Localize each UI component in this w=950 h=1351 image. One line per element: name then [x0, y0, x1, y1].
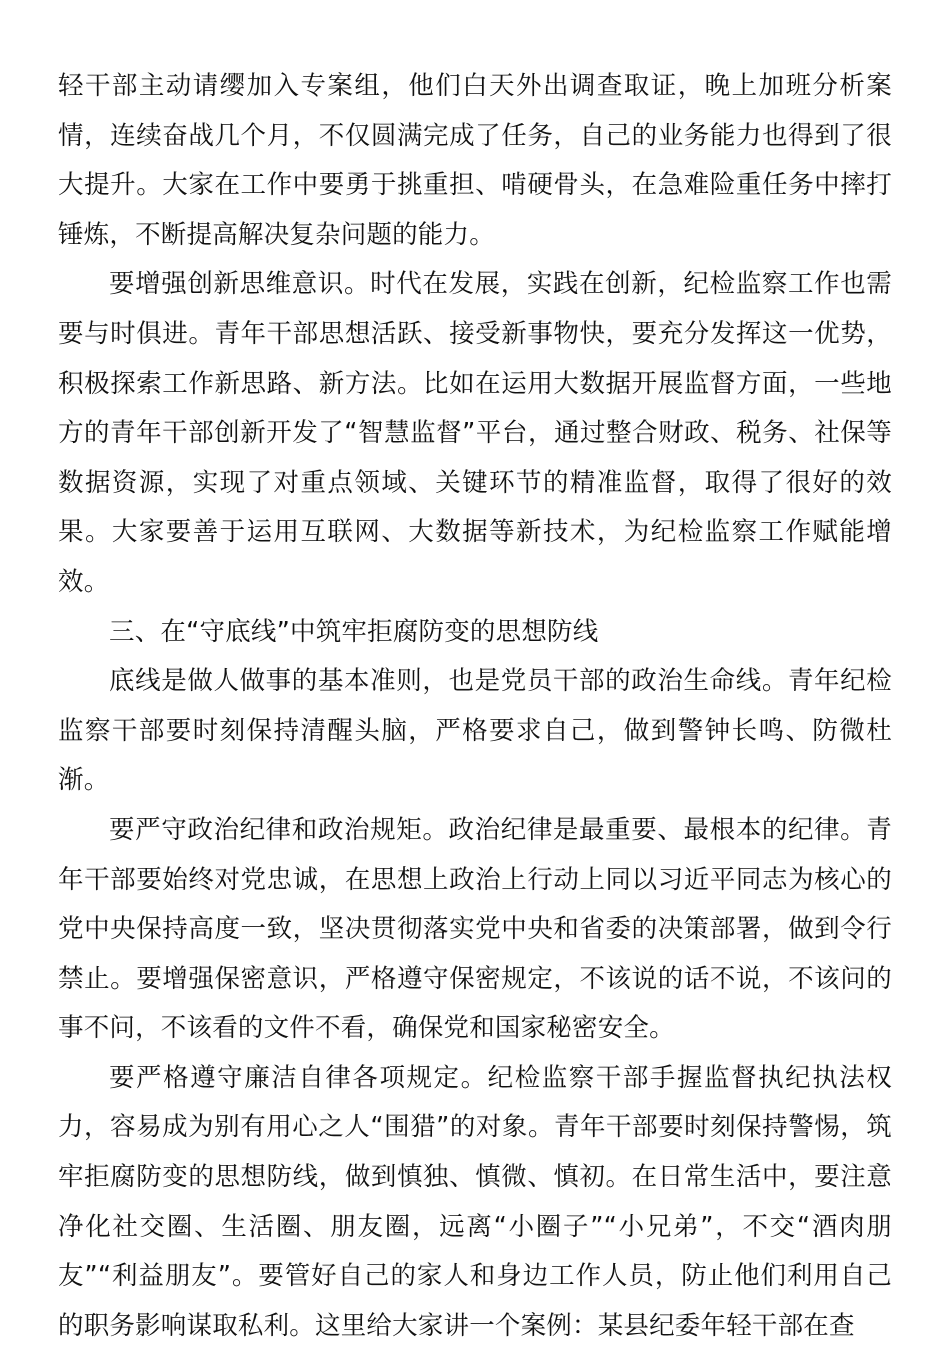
paragraph-innovation: 要增强创新思维意识。时代在发展，实践在创新，纪检监察工作也需要与时俱进。青年干部思想活跃、接受新事物快，要充分发挥这一优势，积极探索工作新思路、新方法。比如在运用大数据开展监督方面，一些地方的青年干部创新开发了“智慧监督”平台，通过整合财政、税务、社保等数据资源，实现了对重点领域、关键环节的精准监督，取得了很好的效果。大家要善于运用互联网、大数据等新技术，为纪检监察工作赋能增效。: [58, 269, 892, 597]
paragraph-continued: 轻干部主动请缨加入专案组，他们白天外出调查取证，晚上加班分析案情，连续奋战几个月，不仅圆满完成了任务，自己的业务能力也得到了很大提升。大家在工作中要勇于挑重担、啃硬骨头，在急难险重任务中摔打锤炼，不断提高解决复杂问题的能力。: [58, 71, 892, 250]
document-page: [58, 62, 892, 1351]
paragraph-integrity-rules: 要严格遵守廉洁自律各项规定。纪检监察干部手握监督执纪执法权力，容易成为别有用心之人“围猎”的对象。青年干部要时刻保持警惕，筑牢拒腐防变的思想防线，做到慎独、慎微、慎初。在日常生活中，要注意净化社交圈、生活圈、朋友圈，远离“小圈子”“小兄弟”，不交“酒肉朋友”“利益朋友”。要管好自己的家人和身边工作人员，防止他们利用自己的职务影响谋取私利。这里给大家讲一个案例：某县纪委年轻干部在查: [58, 1062, 892, 1341]
paragraph-political-discipline: 要严守政治纪律和政治规矩。政治纪律是最重要、最根本的纪律。青年干部要始终对党忠诚，在思想上政治上行动上同以习近平同志为核心的党中央保持高度一致，坚决贯彻落实党中央和省委的决策部署，做到令行禁止。要增强保密意识，严格遵守保密规定，不该说的话不说，不该问的事不问，不该看的文件不看，确保党和国家秘密安全。: [58, 814, 892, 1044]
section-heading-three: 三、在“守底线”中筑牢拒腐防变的思想防线: [109, 616, 599, 647]
paragraph-bottom-line: 底线是做人做事的基本准则，也是党员干部的政治生命线。青年纪检监察干部要时刻保持清醒头脑，严格要求自己，做到警钟长鸣、防微杜渐。: [58, 666, 892, 796]
